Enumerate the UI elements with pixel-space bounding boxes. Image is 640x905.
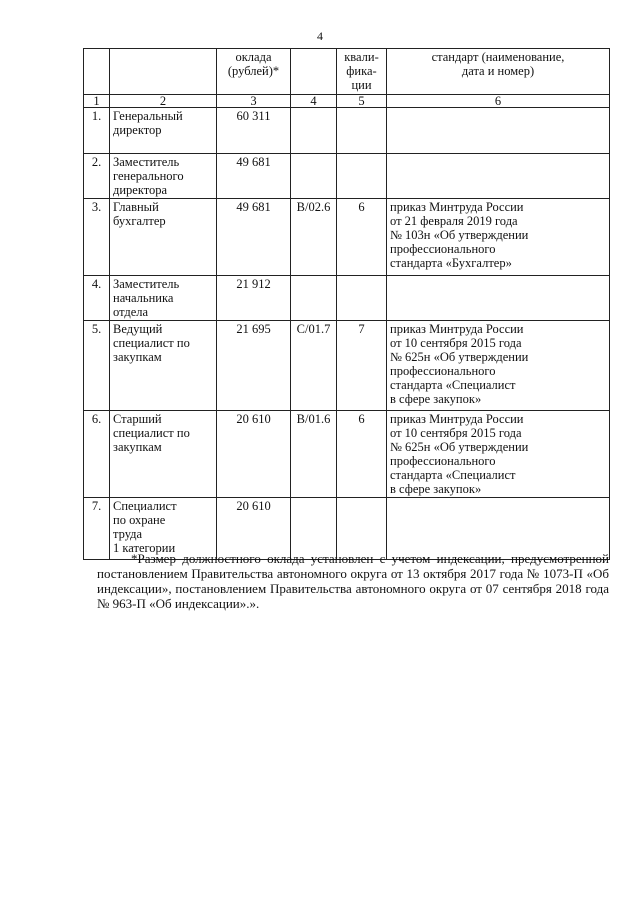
- function-code: [291, 154, 337, 199]
- column-number: 6: [387, 95, 610, 108]
- row-number: 6.: [84, 411, 110, 498]
- table-header-row: [84, 49, 610, 95]
- row-number: 2.: [84, 154, 110, 199]
- column-number: 1: [84, 95, 110, 108]
- column-number-row: [84, 95, 610, 108]
- professional-standard: приказ Минтруда России от 10 сентября 2015 года № 625н «Об утверждении профессионального стандарта «Специалист в сфере закупок»: [387, 411, 610, 498]
- salary-value: 49 681: [217, 154, 291, 199]
- salary-table: [83, 48, 610, 560]
- position-title: Заместитель генерального директора: [110, 154, 217, 199]
- table-row: [84, 411, 610, 498]
- footnote: [97, 551, 609, 611]
- function-code: [291, 276, 337, 321]
- table-row: [84, 154, 610, 199]
- function-code: C/01.7: [291, 321, 337, 411]
- table-row: [84, 199, 610, 276]
- salary-value: 60 311: [217, 108, 291, 154]
- position-title: Главный бухгалтер: [110, 199, 217, 276]
- table-row: [84, 108, 610, 154]
- header-cell-position: [110, 49, 217, 95]
- header-cell-salary: оклада (рублей)*: [217, 49, 291, 95]
- row-number: 1.: [84, 108, 110, 154]
- qualification-level: [337, 276, 387, 321]
- header-cell-code: [291, 49, 337, 95]
- position-title: Старший специалист по закупкам: [110, 411, 217, 498]
- row-number: 7.: [84, 498, 110, 560]
- professional-standard: [387, 108, 610, 154]
- position-title: Генеральный директор: [110, 108, 217, 154]
- table-row: [84, 276, 610, 321]
- qualification-level: 6: [337, 199, 387, 276]
- header-cell-standard: стандарт (наименование, дата и номер): [387, 49, 610, 95]
- row-number: 3.: [84, 199, 110, 276]
- professional-standard: приказ Минтруда России от 21 февраля 2019 года № 103н «Об утверждении профессионального стандарта «Бухгалтер»: [387, 199, 610, 276]
- professional-standard: [387, 154, 610, 199]
- header-cell-number: [84, 49, 110, 95]
- row-number: 4.: [84, 276, 110, 321]
- column-number: 3: [217, 95, 291, 108]
- function-code: B/02.6: [291, 199, 337, 276]
- salary-value: 49 681: [217, 199, 291, 276]
- column-number: 2: [110, 95, 217, 108]
- qualification-level: 6: [337, 411, 387, 498]
- salary-value: 20 610: [217, 411, 291, 498]
- function-code: [291, 108, 337, 154]
- table-row: [84, 321, 610, 411]
- qualification-level: 7: [337, 321, 387, 411]
- salary-value: 20 610: [217, 498, 291, 560]
- page-number: 4: [317, 29, 323, 43]
- professional-standard: [387, 276, 610, 321]
- position-title: Ведущий специалист по закупкам: [110, 321, 217, 411]
- column-number: 4: [291, 95, 337, 108]
- header-cell-qualification: квали- фика- ции: [337, 49, 387, 95]
- position-title: Заместитель начальника отдела: [110, 276, 217, 321]
- position-title: Специалист по охране труда 1 категории: [110, 498, 217, 560]
- column-number: 5: [337, 95, 387, 108]
- qualification-level: [337, 154, 387, 199]
- qualification-level: [337, 108, 387, 154]
- salary-value: 21 912: [217, 276, 291, 321]
- footnote-text: *Размер должностного оклада установлен с учетом индексации, предусмотренной постановлением Правительства автономного округа от 13 октября 2017 года № 1073-П «Об индексации», постановлением Правительства автономного округа от 07 сентября 2018 года № 963-П «Об индексации».».: [97, 551, 609, 611]
- professional-standard: приказ Минтруда России от 10 сентября 2015 года № 625н «Об утверждении профессионального стандарта «Специалист в сфере закупок»: [387, 321, 610, 411]
- function-code: B/01.6: [291, 411, 337, 498]
- row-number: 5.: [84, 321, 110, 411]
- salary-value: 21 695: [217, 321, 291, 411]
